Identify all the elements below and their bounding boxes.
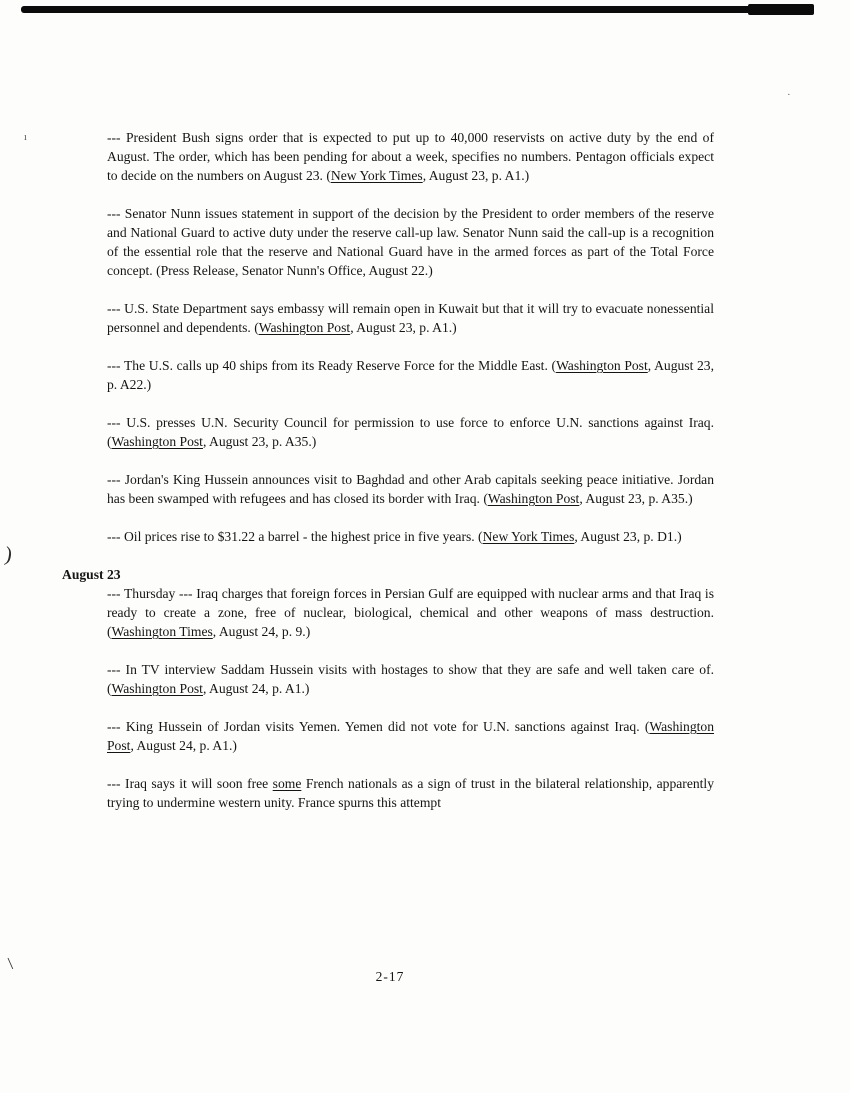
paragraph xyxy=(107,128,714,185)
document-body xyxy=(62,128,715,831)
paragraph xyxy=(107,584,714,641)
text-segment: --- Oil prices rise to $31.22 a barrel - the highest price in five years. ( xyxy=(107,529,483,544)
underlined-text: New York Times xyxy=(330,168,423,183)
text-segment: , August 23, p. A1.) xyxy=(350,320,457,335)
underlined-text: Washington Post xyxy=(556,358,648,373)
text-segment: --- U.S. presses U.N. Security Council for permission to use force to enforce U.N. sanctions against Iraq. ( xyxy=(107,415,714,449)
underlined-text: Washington Post xyxy=(111,681,203,696)
text-segment: --- Thursday --- Iraq charges that foreign forces in Persian Gulf are equipped with nuclear arms and that Iraq is ready to create a zone, free of nuclear, biological, chemical and other weapons of mass destruction. ( xyxy=(107,586,714,639)
text-segment: , August 23, p. A35.) xyxy=(202,434,317,449)
paragraph xyxy=(107,470,714,508)
text-segment: , August 23, p. A1.) xyxy=(422,168,530,183)
paragraph xyxy=(107,356,714,394)
text-segment: , August 23, p. A35.) xyxy=(579,491,693,506)
underlined-text: Washington Post xyxy=(111,434,203,449)
underlined-text: Washington Post xyxy=(487,491,580,506)
text-segment: --- Senator Nunn issues statement in support of the decision by the President to order members of the reserve and National Guard to active duty under the reserve call-up law. Senator Nunn said the call-up is a recognition of the essential role that the reserve and National Guard have in the armed forces as part of the Total Force concept. (Press Release, Senator Nunn's Office, August 22.) xyxy=(107,206,714,278)
paragraph xyxy=(107,527,714,546)
margin-mark-dot: · xyxy=(787,89,791,101)
text-segment: , August 24, p. A1.) xyxy=(130,738,237,753)
scan-artifact-top-bar-right xyxy=(748,4,814,15)
margin-mark-tick: ı xyxy=(24,132,27,143)
underlined-text: Washington Post xyxy=(107,719,714,753)
underlined-text: New York Times xyxy=(482,529,575,544)
page-number: 2-17 xyxy=(375,969,405,984)
text-segment: --- President Bush signs order that is expected to put up to 40,000 reservists on active duty by the end of August. The order, which has been pending for about a week, specifies no numbers. Pentagon officials expect to decide on the numbers on August 23. ( xyxy=(107,130,714,183)
text-segment: --- King Hussein of Jordan visits Yemen. Yemen did not vote for U.N. sanctions against Iraq. ( xyxy=(107,719,650,734)
text-segment: --- The U.S. calls up 40 ships from its Ready Reserve Force for the Middle East. ( xyxy=(107,358,557,373)
text-segment: , August 23, p. D1.) xyxy=(574,529,682,544)
text-segment: French nationals as a sign of trust in the bilateral relationship, apparently trying to undermine western unity. France spurns this attempt xyxy=(107,776,714,810)
text-segment: , August 24, p. 9.) xyxy=(212,624,311,639)
text-segment: --- U.S. State Department says embassy will remain open in Kuwait but that it will try to evacuate nonessential personnel and dependents. ( xyxy=(107,301,714,335)
underlined-text: Washington Times xyxy=(111,624,213,639)
section-heading: August 23 xyxy=(62,567,121,582)
paragraph xyxy=(107,204,714,280)
margin-mark-slash: \ xyxy=(7,953,14,974)
margin-mark-paren: ) xyxy=(3,541,14,567)
scan-artifact-top-bar xyxy=(21,6,812,13)
underlined-text: some xyxy=(272,776,302,791)
paragraph xyxy=(107,299,714,337)
text-segment: , August 23, p. A22.) xyxy=(107,358,715,392)
text-segment: , August 24, p. A1.) xyxy=(202,681,310,696)
text-segment: --- In TV interview Saddam Hussein visits with hostages to show that they are safe and well taken care of. ( xyxy=(107,662,714,696)
paragraph xyxy=(107,660,714,698)
paragraph xyxy=(107,413,714,451)
paragraph xyxy=(107,717,714,755)
text-segment: --- Iraq says it will soon free xyxy=(107,776,273,791)
text-segment: --- Jordan's King Hussein announces visit to Baghdad and other Arab capitals seeking peace initiative. Jordan has been swamped with refugees and has closed its border with Iraq. ( xyxy=(107,472,714,506)
paragraph xyxy=(107,774,714,812)
underlined-text: Washington Post xyxy=(258,320,351,335)
